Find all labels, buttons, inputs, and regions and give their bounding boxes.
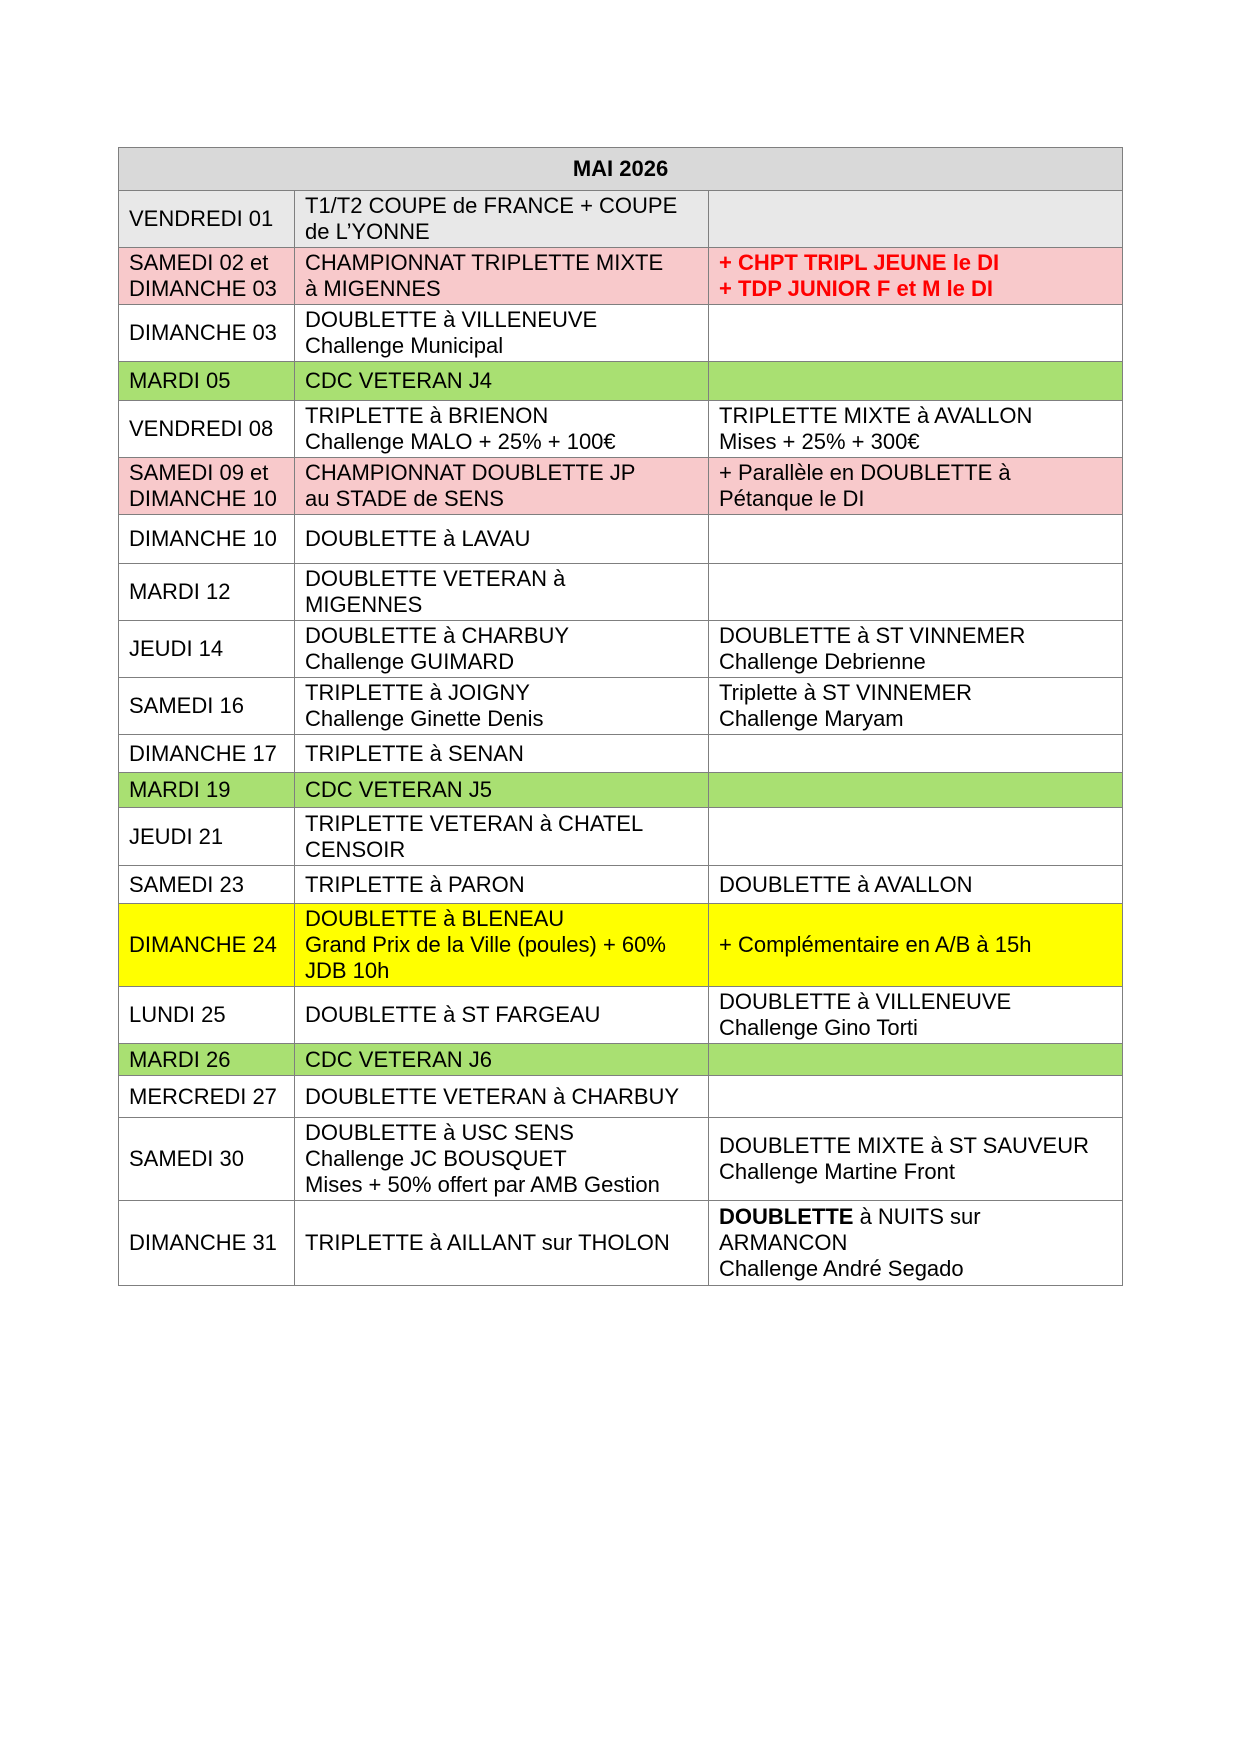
cell-line: MERCREDI 27 <box>129 1083 277 1109</box>
extra-cell <box>709 515 1123 564</box>
table-row <box>119 621 1123 678</box>
cell-line: CDC VETERAN J5 <box>305 777 493 802</box>
cell-line: CENSOIR <box>305 836 406 862</box>
table-row <box>119 191 1123 248</box>
cell-line: DIMANCHE 31 <box>129 1230 277 1255</box>
table-row <box>119 248 1123 305</box>
date-cell <box>119 678 295 735</box>
cell-line: Mises + 50% offert par AMB Gestion <box>305 1172 660 1197</box>
event-cell <box>295 305 709 362</box>
cell-line: DOUBLETTE à USC SENS <box>305 1120 574 1145</box>
extra-cell <box>709 735 1123 773</box>
month-title: MAI 2026 <box>119 148 1123 191</box>
event-cell <box>295 401 709 458</box>
event-cell <box>295 987 709 1044</box>
cell-line: Grand Prix de la Ville (poules) + 60% <box>305 932 666 957</box>
cell-line: TRIPLETTE à PARON <box>305 871 525 897</box>
extra-cell <box>709 1201 1123 1286</box>
date-cell <box>119 866 295 904</box>
cell-line: Mises + 25% + 300€ <box>719 429 920 454</box>
cell-line: DOUBLETTE à ST FARGEAU <box>305 1002 601 1027</box>
cell-line: DOUBLETTE à VILLENEUVE <box>305 307 598 332</box>
cell-line: MARDI 05 <box>129 368 231 393</box>
cell-line: LUNDI 25 <box>129 1002 226 1027</box>
table-row <box>119 564 1123 621</box>
table-row <box>119 735 1123 773</box>
date-cell <box>119 1076 295 1118</box>
cell-line: Triplette à ST VINNEMER <box>719 680 973 705</box>
event-cell <box>295 248 709 305</box>
cell-line: TRIPLETTE MIXTE à AVALLON <box>719 403 1033 428</box>
cell-line: CDC VETERAN J6 <box>305 1046 493 1072</box>
extra-cell <box>709 191 1123 248</box>
event-cell <box>295 1076 709 1118</box>
event-cell <box>295 1201 709 1286</box>
extra-cell <box>709 678 1123 735</box>
table-row <box>119 305 1123 362</box>
table-row <box>119 401 1123 458</box>
table-row <box>119 1118 1123 1201</box>
date-cell <box>119 735 295 773</box>
cell-line: Challenge MALO + 25% + 100€ <box>305 429 616 454</box>
table-row <box>119 866 1123 904</box>
cell-line: + Complémentaire en A/B à 15h <box>719 932 1032 957</box>
event-cell <box>295 773 709 808</box>
calendar-table <box>118 147 1123 1286</box>
cell-line: TRIPLETTE VETERAN à CHATEL <box>305 810 644 836</box>
event-cell <box>295 458 709 515</box>
event-cell <box>295 1044 709 1076</box>
cell-line: DOUBLETTE VETERAN à CHARBUY <box>305 1083 680 1109</box>
cell-line: + CHPT TRIPL JEUNE le DI <box>719 250 1000 275</box>
table-row <box>119 1201 1123 1286</box>
date-cell <box>119 987 295 1044</box>
event-cell <box>295 866 709 904</box>
cell-line: Challenge Gino Torti <box>719 1015 918 1040</box>
cell-line: TRIPLETTE à SENAN <box>305 740 524 766</box>
cell-line: DOUBLETTE VETERAN à <box>305 566 566 591</box>
table-row <box>119 773 1123 808</box>
cell-line: Pétanque le DI <box>719 486 865 511</box>
event-cell <box>295 678 709 735</box>
cell-line: DOUBLETTE à AVALLON <box>719 871 973 897</box>
cell-line: de L’YONNE <box>305 219 430 244</box>
event-cell <box>295 904 709 987</box>
cell-line: T1/T2 COUPE de FRANCE + COUPE <box>305 193 678 218</box>
extra-cell <box>709 866 1123 904</box>
cell-line: DIMANCHE 10 <box>129 486 277 511</box>
event-cell <box>295 362 709 401</box>
cell-line: MARDI 19 <box>129 777 231 802</box>
cell-line: CHAMPIONNAT TRIPLETTE MIXTE <box>305 250 664 275</box>
extra-cell <box>709 808 1123 866</box>
cell-line: + Parallèle en DOUBLETTE à <box>719 460 1011 485</box>
cell-line: DIMANCHE 03 <box>129 320 277 345</box>
date-cell <box>119 1201 295 1286</box>
cell-line: DOUBLETTE à NUITS sur <box>719 1204 981 1229</box>
cell-line: DOUBLETTE à ST VINNEMER <box>719 623 1026 648</box>
table-row <box>119 678 1123 735</box>
date-cell <box>119 564 295 621</box>
extra-cell <box>709 1118 1123 1201</box>
extra-cell <box>709 248 1123 305</box>
extra-cell <box>709 1076 1123 1118</box>
cell-line: Challenge Maryam <box>719 706 904 731</box>
extra-cell <box>709 362 1123 401</box>
cell-line: DIMANCHE 24 <box>129 932 277 957</box>
cell-line: ARMANCON <box>719 1230 848 1255</box>
extra-cell <box>709 305 1123 362</box>
extra-cell <box>709 904 1123 987</box>
extra-cell <box>709 458 1123 515</box>
table-row <box>119 515 1123 564</box>
date-cell <box>119 1044 295 1076</box>
cell-line: DOUBLETTE MIXTE à ST SAUVEUR <box>719 1133 1090 1158</box>
cell-line: DOUBLETTE à CHARBUY <box>305 623 570 648</box>
table-row <box>119 362 1123 401</box>
cell-line: VENDREDI 08 <box>129 416 274 441</box>
table-row <box>119 987 1123 1044</box>
date-cell <box>119 1118 295 1201</box>
cell-line: au STADE de SENS <box>305 486 504 511</box>
date-cell <box>119 401 295 458</box>
table-row <box>119 458 1123 515</box>
cell-line: + TDP JUNIOR F et M le DI <box>719 276 994 301</box>
date-cell <box>119 458 295 515</box>
cell-line: Challenge Debrienne <box>719 649 926 674</box>
cell-line: JEUDI 14 <box>129 636 224 661</box>
event-cell <box>295 1118 709 1201</box>
cell-line: SAMEDI 23 <box>129 871 244 897</box>
cell-line: SAMEDI 30 <box>129 1146 244 1171</box>
extra-cell <box>709 564 1123 621</box>
extra-cell <box>709 621 1123 678</box>
date-cell <box>119 305 295 362</box>
extra-cell <box>709 401 1123 458</box>
table-row <box>119 904 1123 987</box>
table-row <box>119 808 1123 866</box>
date-cell <box>119 904 295 987</box>
cell-line: DIMANCHE 03 <box>129 276 277 301</box>
cell-line: JEUDI 21 <box>129 823 224 849</box>
cell-line: TRIPLETTE à BRIENON <box>305 403 549 428</box>
cell-line: à MIGENNES <box>305 276 441 301</box>
cell-line: MARDI 12 <box>129 579 231 604</box>
date-cell <box>119 362 295 401</box>
date-cell <box>119 808 295 866</box>
cell-line: VENDREDI 01 <box>129 206 274 231</box>
cell-line: SAMEDI 16 <box>129 693 244 718</box>
cell-line: Challenge Municipal <box>305 333 504 358</box>
event-cell <box>295 191 709 248</box>
cell-line: DIMANCHE 17 <box>129 740 277 766</box>
extra-cell <box>709 1044 1123 1076</box>
cell-line: CHAMPIONNAT DOUBLETTE JP <box>305 460 636 485</box>
cell-line: JDB 10h <box>305 958 390 983</box>
date-cell <box>119 515 295 564</box>
cell-line: Challenge JC BOUSQUET <box>305 1146 567 1171</box>
event-cell <box>295 808 709 866</box>
date-cell <box>119 773 295 808</box>
cell-line: MARDI 26 <box>129 1046 231 1072</box>
cell-line: TRIPLETTE à JOIGNY <box>305 680 530 705</box>
cell-line: SAMEDI 02 et <box>129 250 269 275</box>
event-cell <box>295 564 709 621</box>
cell-line: DOUBLETTE à BLENEAU <box>305 906 565 931</box>
cell-line: DIMANCHE 10 <box>129 526 277 551</box>
extra-cell <box>709 987 1123 1044</box>
event-cell <box>295 735 709 773</box>
cell-line: Challenge Martine Front <box>719 1159 956 1184</box>
cell-line: Challenge André Segado <box>719 1256 964 1281</box>
date-cell <box>119 621 295 678</box>
event-cell <box>295 621 709 678</box>
table-row <box>119 1044 1123 1076</box>
date-cell <box>119 248 295 305</box>
cell-line: Challenge Ginette Denis <box>305 706 544 731</box>
cell-line: DOUBLETTE à VILLENEUVE <box>719 989 1012 1014</box>
event-cell <box>295 515 709 564</box>
date-cell <box>119 191 295 248</box>
cell-line: SAMEDI 09 et <box>129 460 269 485</box>
cell-line: DOUBLETTE à LAVAU <box>305 526 531 551</box>
table-row <box>119 1076 1123 1118</box>
cell-line: TRIPLETTE à AILLANT sur THOLON <box>305 1230 670 1255</box>
cell-line: MIGENNES <box>305 592 423 617</box>
cell-line: Challenge GUIMARD <box>305 649 515 674</box>
extra-cell <box>709 773 1123 808</box>
cell-line: CDC VETERAN J4 <box>305 368 493 393</box>
